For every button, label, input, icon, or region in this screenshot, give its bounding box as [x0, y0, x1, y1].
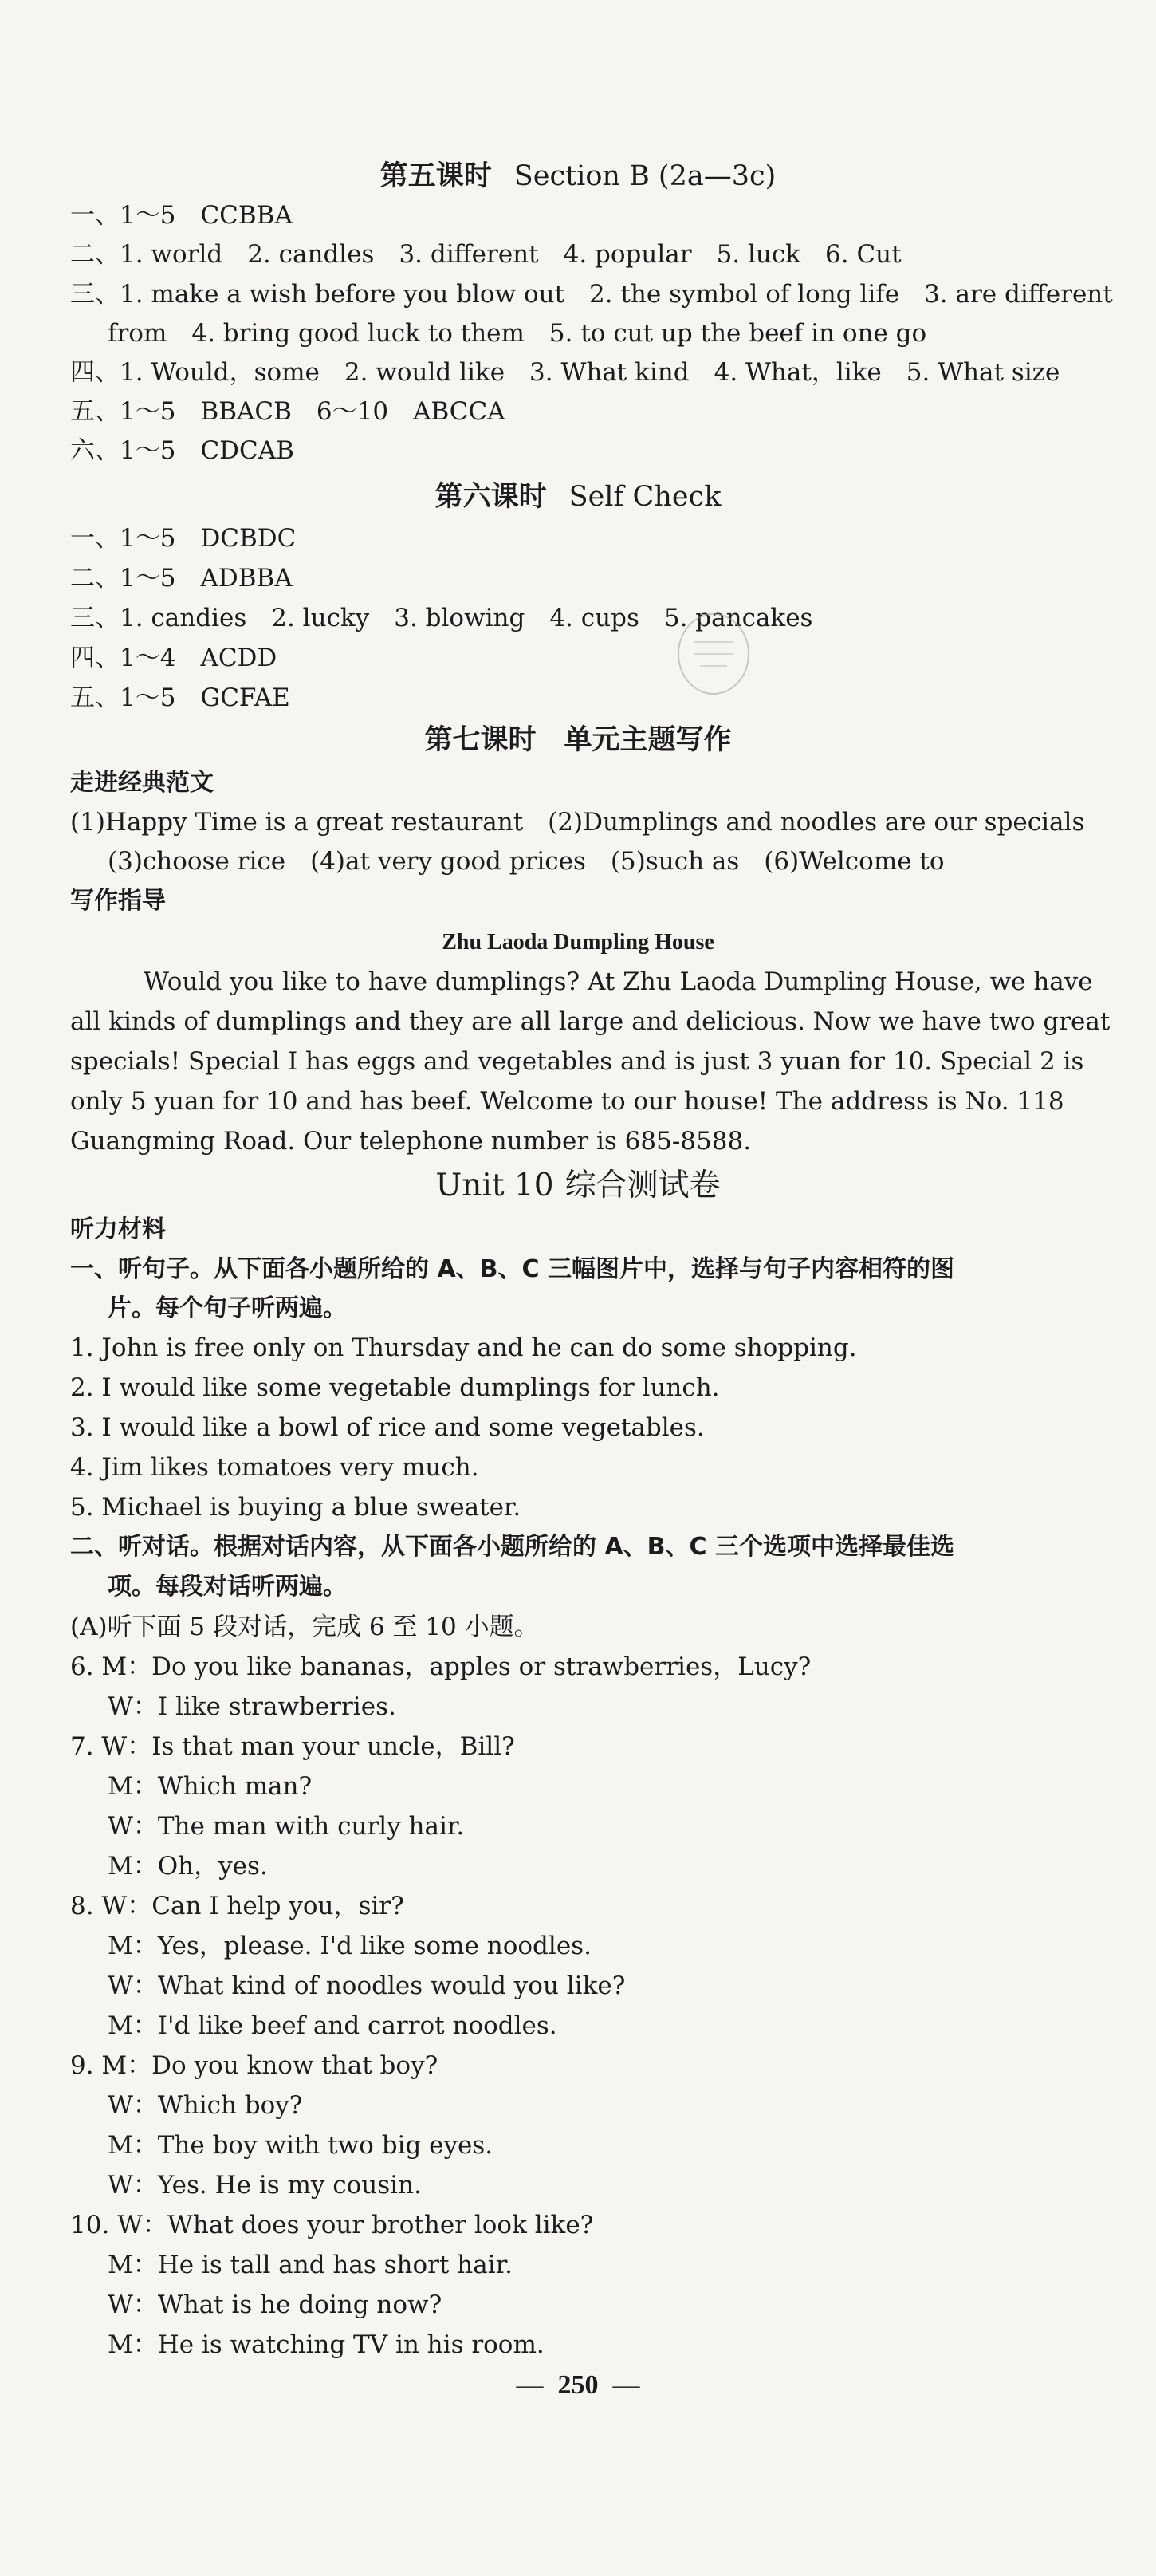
sentence-2: 2. I would like some vegetable dumplings for lunch. — [70, 1373, 720, 1402]
page-number: 250 — [557, 2370, 599, 2400]
sentence-1: 1. John is free only on Thursday and he can do some shopping. — [70, 1333, 857, 1362]
dialog-line-1: 6. M：Do you like bananas，apples or strawberries，Lucy? — [70, 1652, 812, 1681]
essay-line-3: specials! Special I has eggs and vegetables and is just 3 yuan for 10. Special 2 is — [70, 1047, 1084, 1076]
section7-title-cn: 第七课时 单元主题写作 — [424, 724, 732, 756]
essay-line-5: Guangming Road. Our telephone number is 685-8588. — [70, 1127, 752, 1156]
part2-instruction-2: 项。每段对话听两遍。 — [108, 1573, 347, 1601]
dialog-line-2: W：I like strawberries. — [108, 1692, 396, 1721]
section5-title-en: Section B (2a—3c) — [513, 160, 777, 192]
section5-heading — [0, 158, 1156, 195]
s5-line-3: 三、1. make a wish before you blow out 2. the symbol of long life 3. are different — [70, 280, 1113, 309]
stamp-mark — [670, 606, 757, 702]
dialog-line-8: M：Yes，please. I'd like some noodles. — [108, 1932, 592, 1960]
dialog-line-3: 7. W：Is that man your uncle，Bill? — [70, 1732, 515, 1761]
section5-title-cn: 第五课时 — [379, 160, 492, 192]
part2-instruction-1: 二、听对话。根据对话内容，从下面各小题所给的 A、B、C 三个选项中选择最佳选 — [70, 1533, 954, 1561]
s6-line-1: 一、1～5 DCBDC — [70, 524, 297, 553]
section6-title-en: Self Check — [568, 481, 722, 513]
dialog-line-9: W：What kind of noodles would you like? — [108, 1971, 626, 2000]
section6-heading — [0, 479, 1156, 515]
part2-note: (A)听下面 5 段对话，完成 6 至 10 小题。 — [70, 1613, 539, 1641]
essay-line-4: only 5 yuan for 10 and has beef. Welcome to our house! The address is No. 118 — [70, 1087, 1064, 1116]
dialog-line-17: W：What is he doing now? — [108, 2290, 442, 2319]
dialog-line-16: M：He is tall and has short hair. — [108, 2251, 513, 2279]
s6-line-5: 五、1～5 GCFAE — [70, 683, 290, 712]
dialog-line-14: W：Yes. He is my cousin. — [108, 2171, 422, 2200]
dialog-line-6: M：Oh，yes. — [108, 1852, 268, 1881]
s5-line-6: 五、1～5 BBACB 6～10 ABCCA — [70, 397, 505, 426]
s6-line-3: 三、1. candies 2. lucky 3. blowing 4. cups 5. pancakes — [70, 604, 813, 632]
s6-line-4: 四、1～4 ACDD — [70, 644, 277, 672]
footer-dash-left: — — [516, 2370, 544, 2400]
page-footer — [0, 2367, 1156, 2404]
essay-title: Zhu Laoda Dumpling House — [442, 930, 714, 955]
unit10-title-cn: 综合测试卷 — [564, 1168, 721, 1203]
sentence-3: 3. I would like a bowl of rice and some vegetables. — [70, 1413, 705, 1442]
unit10-heading — [0, 1166, 1156, 1206]
section6-title-cn: 第六课时 — [434, 481, 547, 513]
model-line-2: (3)choose rice (4)at very good prices (5)such as (6)Welcome to — [108, 847, 945, 876]
dialog-line-13: M：The boy with two big eyes. — [108, 2131, 493, 2160]
dialog-line-4: M：Which man? — [108, 1772, 313, 1801]
s5-line-5: 四、1. Would，some 2. would like 3. What kind 4. What，like 5. What size — [70, 358, 1060, 387]
dialog-line-15: 10. W：What does your brother look like? — [70, 2211, 594, 2239]
sentence-5: 5. Michael is buying a blue sweater. — [70, 1493, 521, 1522]
listening-label: 听力材料 — [70, 1215, 166, 1243]
dialog-line-10: M：I'd like beef and carrot noodles. — [108, 2011, 557, 2040]
sentence-4: 4. Jim likes tomatoes very much. — [70, 1453, 479, 1482]
section7-heading — [0, 722, 1156, 758]
s5-line-2: 二、1. world 2. candles 3. different 4. popular 5. luck 6. Cut — [70, 240, 902, 269]
dialog-line-5: W：The man with curly hair. — [108, 1812, 465, 1841]
s5-line-4: from 4. bring good luck to them 5. to cut up the beef in one go — [108, 319, 927, 348]
dialog-line-7: 8. W：Can I help you，sir? — [70, 1892, 404, 1920]
essay-line-1: Would you like to have dumplings? At Zhu Laoda Dumpling House, we have — [144, 967, 1093, 996]
s6-line-2: 二、1～5 ADBBA — [70, 564, 293, 593]
essay-line-2: all kinds of dumplings and they are all large and delicious. Now we have two great — [70, 1007, 1111, 1036]
s5-line-7: 六、1～5 CDCAB — [70, 436, 294, 465]
writing-guide-label: 写作指导 — [70, 887, 166, 915]
s5-line-1: 一、1～5 CCBBA — [70, 201, 293, 230]
unit10-title-en: Unit 10 — [435, 1168, 554, 1203]
part1-instruction-2: 片。每个句子听两遍。 — [108, 1294, 347, 1322]
dialog-line-11: 9. M：Do you know that boy? — [70, 2051, 438, 2080]
dialog-line-18: M：He is watching TV in his room. — [108, 2330, 545, 2359]
model-essay-label: 走进经典范文 — [70, 769, 214, 797]
model-line-1: (1)Happy Time is a great restaurant (2)Dumplings and noodles are our specials — [70, 808, 1085, 837]
dialog-line-12: W：Which boy? — [108, 2091, 303, 2120]
footer-dash-right: — — [612, 2370, 640, 2400]
part1-instruction-1: 一、听句子。从下面各小题所给的 A、B、C 三幅图片中，选择与句子内容相符的图 — [70, 1255, 954, 1283]
